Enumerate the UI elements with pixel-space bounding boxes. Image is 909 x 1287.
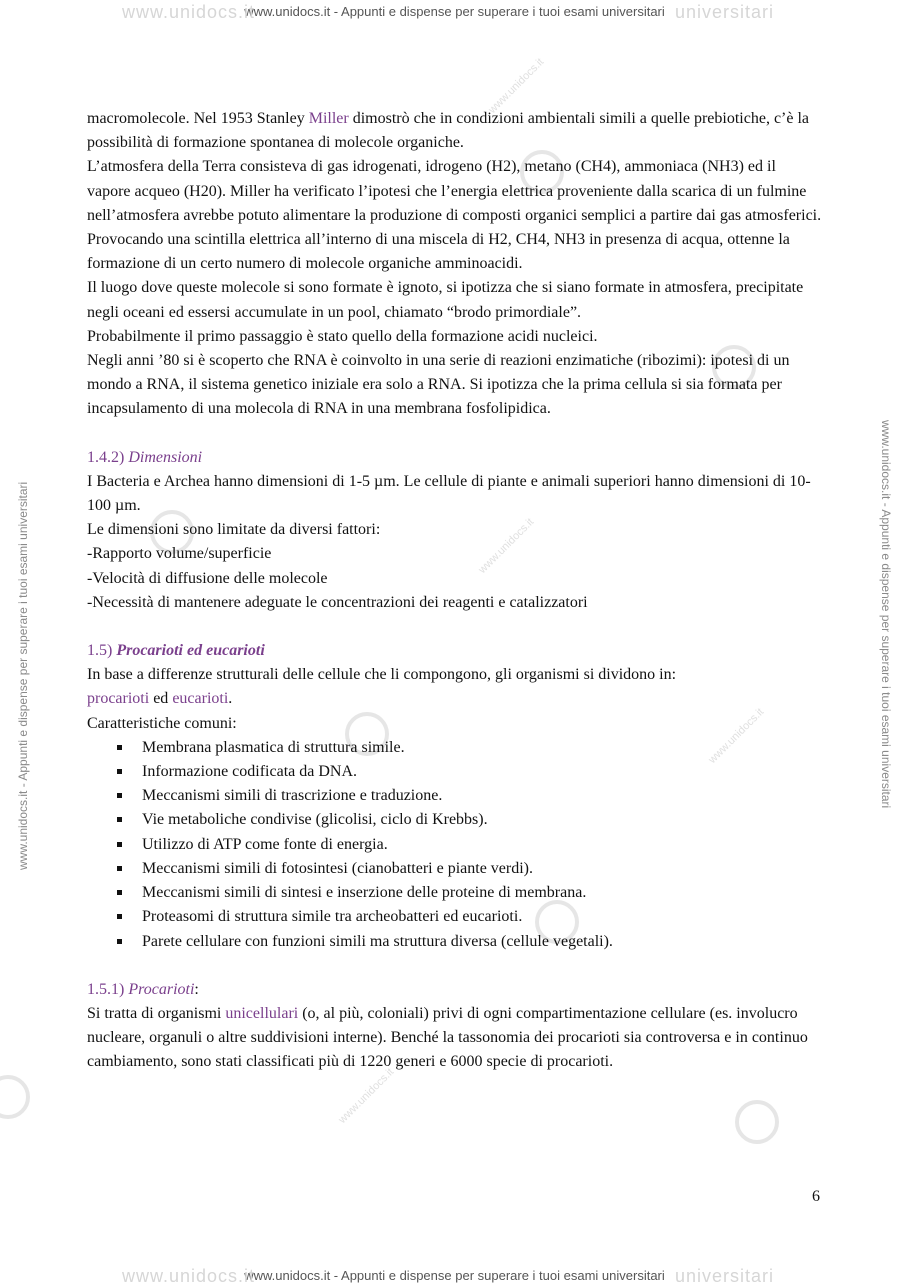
paragraph-text: ed <box>149 690 173 708</box>
paragraph-text: (o, al più, coloniali) privi di ogni compartimentazione cellulare (es. involucro nucleare, organuli o altre suddivisioni interne). Benché la tassonomia dei procarioti sia controversa e in continuo cambiamento, sono stati classificati più di 1220 generi e 6000 specie di procarioti. <box>87 1004 808 1071</box>
paragraph <box>87 1002 822 1075</box>
list-item: Parete cellulare con funzioni simili ma struttura diversa (cellule vegetali). <box>87 930 822 954</box>
diagonal-watermark: www.unidocs.it <box>336 1066 397 1126</box>
footer-watermark <box>0 1266 909 1286</box>
page-number: 6 <box>812 1188 820 1205</box>
highlight-unicellulari: unicellulari <box>225 1004 299 1022</box>
header-watermark <box>0 2 909 22</box>
paragraph <box>87 687 822 711</box>
header-ghost-right: universitari <box>675 2 775 22</box>
paragraph: Probabilmente il primo passaggio è stato quello della formazione acidi nucleici. <box>87 327 598 345</box>
header-watermark-text: www.unidocs.it - Appunti e dispense per superare i tuoi esami universitari <box>244 4 665 19</box>
footer-ghost-right: universitari <box>675 1266 775 1286</box>
diagonal-watermark: www.unidocs.it <box>476 516 537 576</box>
paragraph: -Rapporto volume/superficie <box>87 545 272 563</box>
list-item: Meccanismi simili di fotosintesi (cianobatteri e piante verdi). <box>87 857 822 881</box>
document-body <box>87 107 822 1075</box>
unidocs-logo-icon <box>735 1100 779 1144</box>
diagonal-watermark: www.unidocs.it <box>706 706 767 766</box>
header-ghost-left: www.unidocs.it <box>122 2 256 22</box>
paragraph: Il luogo dove queste molecole si sono formate è ignoto, si ipotizza che si siano formate in atmosfera, precipitate negli oceani ed essersi accumulate in un pool, chiamato “brodo primordiale”. <box>87 279 804 321</box>
paragraph-text: dimostrò che in condizioni ambientali simili a quelle prebiotiche, c’è la possibilità di formazione spontanea di molecole organiche. <box>87 110 810 152</box>
section-heading-1-5-1 <box>87 978 822 1002</box>
section-number: 1.4.2) <box>87 448 125 466</box>
section-title: Procarioti <box>128 980 195 998</box>
highlight-miller: Miller <box>308 110 349 127</box>
section-title: Dimensioni <box>128 448 203 466</box>
paragraph: Le dimensioni sono limitate da diversi fattori: <box>87 521 381 539</box>
list-item: Informazione codificata da DNA. <box>87 760 822 784</box>
paragraph: -Necessità di mantenere adeguate le concentrazioni dei reagenti e catalizzatori <box>87 593 588 611</box>
paragraph: Negli anni ’80 si è scoperto che RNA è coinvolto in una serie di reazioni enzimatiche (ribozimi): ipotesi di un mondo a RNA, il sistema genetico iniziale era solo a RNA. Si ipotizza che la prima cellula si sia formata per incapsulamento di una molecola di RNA in una membrana fosfolipidica. <box>87 352 790 418</box>
unidocs-logo-icon <box>0 1075 30 1119</box>
highlight-eucarioti: eucarioti <box>172 690 229 708</box>
list-label: Caratteristiche comuni: <box>87 714 237 732</box>
footer-watermark-text: www.unidocs.it - Appunti e dispense per superare i tuoi esami universitari <box>244 1268 665 1283</box>
paragraph: Provocando una scintilla elettrica all’interno di una miscela di H2, CH4, NH3 in presenza di acqua, ottenne la formazione di un certo numero di molecole organiche amminoacidi. <box>87 231 790 273</box>
list-item: Proteasomi di struttura simile tra archeobatteri ed eucarioti. <box>87 905 822 929</box>
section-heading-1-4-2 <box>87 446 822 470</box>
paragraph: In base a differenze strutturali delle cellule che li compongono, gli organismi si dividono in: <box>87 666 677 684</box>
left-side-watermark: www.unidocs.it - Appunti e dispense per superare i tuoi esami universitari <box>16 481 30 870</box>
list-item: Utilizzo di ATP come fonte di energia. <box>87 833 822 857</box>
paragraph: -Velocità di diffusione delle molecole <box>87 569 328 587</box>
list-item: Meccanismi simili di sintesi e inserzione delle proteine di membrana. <box>87 881 822 905</box>
paragraph-text: macromolecole. Nel 1953 Stanley <box>87 110 309 127</box>
list-item: Meccanismi simili di trascrizione e traduzione. <box>87 784 822 808</box>
diagonal-watermark: www.unidocs.it <box>486 56 547 116</box>
common-features-list <box>87 736 822 954</box>
section-heading-1-5 <box>87 639 822 663</box>
paragraph: L’atmosfera della Terra consisteva di gas idrogenati, idrogeno (H2), metano (CH4), ammoniaca (NH3) ed il vapore acqueo (H20). Miller ha verificato l’ipotesi che l’energia elettrica proveniente dalla scarica di un fulmine nell’atmosfera avrebbe potuto alimentare la produzione di composti organici semplici a partire dai gas atmosferici. <box>87 158 822 224</box>
list-item: Vie metaboliche condivise (glicolisi, ciclo di Krebbs). <box>87 808 822 832</box>
paragraph: I Bacteria e Archea hanno dimensioni di 1-5 µm. Le cellule di piante e animali superiori hanno dimensioni di 10-100 µm. <box>87 472 811 515</box>
list-item: Membrana plasmatica di struttura simile. <box>87 736 822 760</box>
paragraph-text: Si tratta di organismi <box>87 1004 226 1022</box>
right-side-watermark: www.unidocs.it - Appunti e dispense per superare i tuoi esami universitari <box>879 420 893 809</box>
section-number: 1.5) <box>87 642 113 660</box>
footer-ghost-left: www.unidocs.it <box>122 1266 256 1286</box>
paragraph-text: . <box>228 690 233 708</box>
paragraph <box>87 107 822 155</box>
heading-colon: : <box>194 980 199 998</box>
highlight-procarioti: procarioti <box>87 690 150 708</box>
section-number: 1.5.1) <box>87 980 125 998</box>
section-title: Procarioti ed eucarioti <box>116 642 265 660</box>
